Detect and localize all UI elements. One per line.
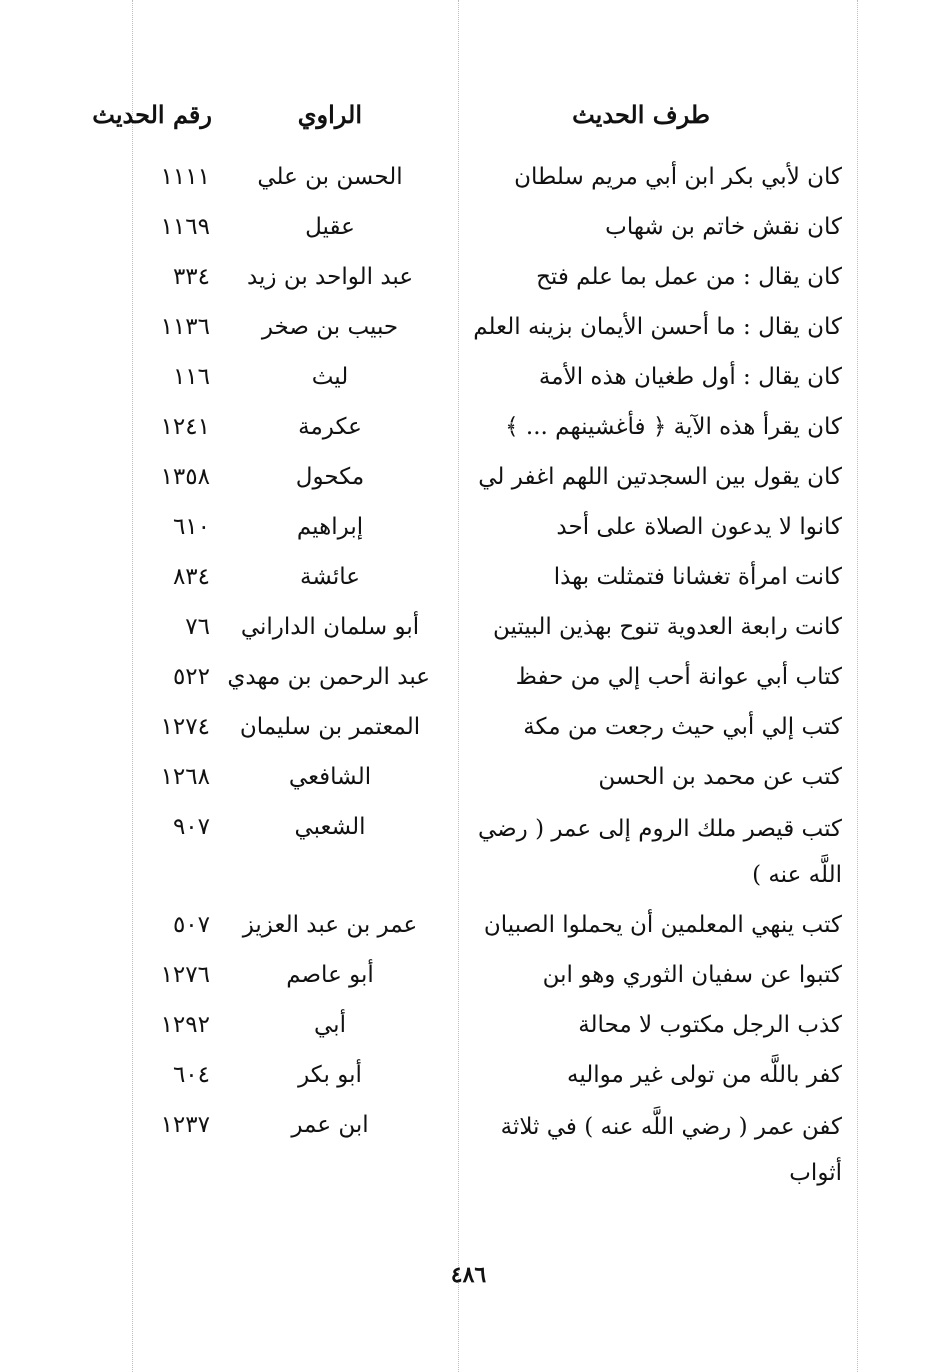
table-row <box>80 152 860 202</box>
hadith-text: كان يقال : أول طغيان هذه الأمة <box>538 364 842 390</box>
header-narrator: الراوي <box>297 100 362 129</box>
hadith-text: كتب ينهي المعلمين أن يحملوا الصبيان <box>483 912 842 938</box>
table-row <box>80 1100 860 1198</box>
hadith-number: ١١٦ <box>172 364 210 390</box>
table-row <box>80 452 860 502</box>
header-hadith-text: طرف الحديث <box>572 100 710 129</box>
table-row <box>80 402 860 452</box>
table-header <box>80 100 860 140</box>
narrator-name: الحسن بن علي <box>257 164 403 190</box>
hadith-number: ٨٣٤ <box>172 564 210 590</box>
narrator-name: المعتمر بن سليمان <box>239 714 421 740</box>
table-row <box>80 302 860 352</box>
table-row <box>80 900 860 950</box>
hadith-number: ١٢٧٤ <box>160 714 210 740</box>
page-number: ٤٨٦ <box>450 1262 487 1288</box>
hadith-text: كتاب أبي عوانة أحب إلي من حفظ <box>515 664 842 690</box>
narrator-name: ليث <box>311 364 349 390</box>
hadith-number: ٥٢٢ <box>172 664 210 690</box>
hadith-text: كانوا لا يدعون الصلاة على أحد <box>556 514 842 540</box>
hadith-number: ١١١١ <box>160 164 210 190</box>
hadith-number: ٩٠٧ <box>172 814 210 840</box>
narrator-name: عائشة <box>300 564 360 590</box>
hadith-number: ٦١٠ <box>172 514 210 540</box>
narrator-name: أبو بكر <box>298 1062 362 1088</box>
hadith-number: ٥٠٧ <box>172 912 210 938</box>
table-row <box>80 1050 860 1100</box>
hadith-text: كانت امرأة تغشانا فتمثلت بهذا <box>553 564 842 590</box>
hadith-text: كتب إلي أبي حيث رجعت من مكة <box>523 714 842 740</box>
hadith-number: ١١٦٩ <box>160 214 210 240</box>
narrator-name: أبو سلمان الداراني <box>240 614 420 640</box>
hadith-number: ١٣٥٨ <box>160 464 210 490</box>
table-row <box>80 252 860 302</box>
hadith-text: كذب الرجل مكتوب لا محالة <box>578 1012 842 1038</box>
table-row <box>80 950 860 1000</box>
hadith-text: كان يقال : ما أحسن الأيمان بزينه العلم <box>473 314 842 340</box>
narrator-name: عمر بن عبد العزيز <box>242 912 418 938</box>
narrator-name: الشافعي <box>288 764 372 790</box>
narrator-name: عبد الواحد بن زيد <box>246 264 414 290</box>
narrator-name: أبو عاصم <box>286 962 374 988</box>
table-row <box>80 802 860 900</box>
hadith-number: ١٢٦٨ <box>160 764 210 790</box>
narrator-name: أبي <box>314 1012 346 1038</box>
narrator-name: إبراهيم <box>296 514 364 540</box>
narrator-name: ابن عمر <box>291 1112 369 1138</box>
hadith-number: ٣٣٤ <box>172 264 210 290</box>
hadith-text: كتبوا عن سفيان الثوري وهو ابن <box>542 962 842 988</box>
header-hadith-number: رقم الحديث <box>92 100 212 129</box>
hadith-number: ٦٠٤ <box>172 1062 210 1088</box>
narrator-name: الشعبي <box>294 814 366 840</box>
hadith-number: ١٢٩٢ <box>160 1012 210 1038</box>
table-row <box>80 352 860 402</box>
hadith-text: كان يقرأ هذه الآية ﴿ فأغشينهم ... ﴾ <box>505 414 842 440</box>
table-row <box>80 752 860 802</box>
hadith-text: كفن عمر ( رضي اللَّه عنه ) في ثلاثة أثواب <box>500 1114 842 1186</box>
hadith-text: كفر باللَّه من تولى غير مواليه <box>566 1062 842 1088</box>
hadith-text: كان نقش خاتم بن شهاب <box>605 214 842 240</box>
table-row <box>80 702 860 752</box>
table-row <box>80 202 860 252</box>
table-row <box>80 602 860 652</box>
narrator-name: عبد الرحمن بن مهدي <box>227 664 430 690</box>
hadith-text: كانت رابعة العدوية تنوح بهذين البيتين <box>493 614 842 640</box>
narrator-name: عكرمة <box>298 414 362 440</box>
hadith-text: كتب قيصر ملك الروم إلى عمر ( رضي اللَّه عنه ) <box>477 816 842 888</box>
hadith-text: كان يقول بين السجدتين اللهم اغفر لي <box>478 464 842 490</box>
hadith-number: ١٢٧٦ <box>160 962 210 988</box>
hadith-text: كتب عن محمد بن الحسن <box>598 764 842 790</box>
narrator-name: حبيب بن صخر <box>261 314 399 340</box>
table-row <box>80 1000 860 1050</box>
table-row <box>80 502 860 552</box>
table-row <box>80 652 860 702</box>
hadith-number: ٧٦ <box>185 614 210 640</box>
hadith-number: ١١٣٦ <box>160 314 210 340</box>
hadith-number: ١٢٣٧ <box>160 1112 210 1138</box>
hadith-text: كان يقال : من عمل بما علم فتح <box>536 264 842 290</box>
narrator-name: مكحول <box>295 464 365 490</box>
hadith-index-table <box>80 152 860 1198</box>
table-row <box>80 552 860 602</box>
hadith-number: ١٢٤١ <box>160 414 210 440</box>
narrator-name: عقيل <box>305 214 355 240</box>
hadith-text: كان لأبي بكر ابن أبي مريم سلطان <box>514 164 842 190</box>
